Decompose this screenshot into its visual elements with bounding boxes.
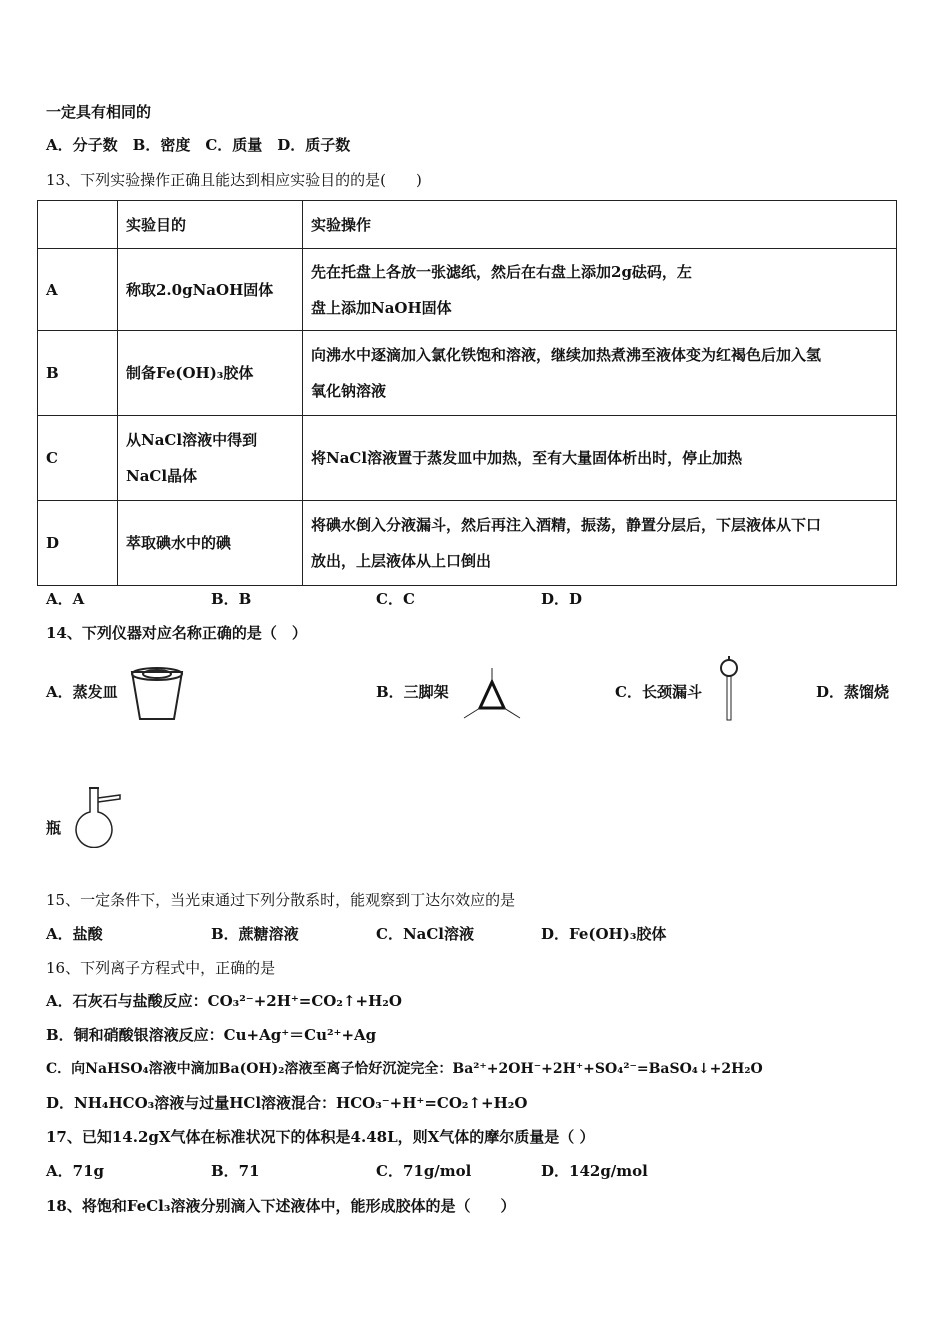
q14-option-tail: 瓶 (46, 819, 62, 837)
row-op (303, 331, 897, 416)
q18-stem: 18、将饱和FeCl₃溶液分别滴入下述液体中，能形成胶体的是（ ） (46, 1197, 516, 1215)
header-cell: 实验操作 (303, 201, 897, 249)
row-op (303, 249, 897, 331)
q17-option: A．71g (46, 1162, 105, 1180)
q14-option: D．蒸馏烧 (816, 683, 890, 701)
q17-option: D．142g/mol (541, 1162, 648, 1180)
distilling-flask-icon (64, 784, 124, 848)
row-label: B (38, 331, 118, 416)
row-goal: 制备Fe(OH)₃胶体 (118, 331, 303, 416)
q15-option: C．NaCl溶液 (376, 925, 475, 943)
row-op: 将NaCl溶液置于蒸发皿中加热，至有大量固体析出时，停止加热 (303, 416, 897, 501)
q14-stem: 14、下列仪器对应名称正确的是（ ） (46, 624, 307, 642)
crucible-icon (126, 664, 188, 724)
op-line: 先在托盘上各放一张滤纸，然后在右盘上添加2g砝码，左 (311, 262, 692, 281)
clay-triangle-icon (462, 668, 522, 720)
funnel-icon (716, 654, 742, 722)
q12-stem-tail: 一定具有相同的 (46, 103, 152, 121)
row-label: C (38, 416, 118, 501)
q17-stem: 17、已知14.2gX气体在标准状况下的体积是4.48L，则X气体的摩尔质量是（ ） (46, 1128, 595, 1146)
op-line: 放出，上层液体从上口倒出 (311, 552, 492, 570)
row-goal: 称取2.0gNaOH固体 (118, 249, 303, 331)
row-goal: 萃取碘水中的碘 (118, 501, 303, 586)
row-label: D (38, 501, 118, 586)
table-header-row (38, 201, 897, 249)
op-line: 盘上添加NaOH固体 (311, 298, 452, 317)
goal-line: NaCl晶体 (126, 467, 198, 485)
op-line: 向沸水中逐滴加入氯化铁饱和溶液，继续加热煮沸至液体变为红褐色后加入氢 (311, 346, 822, 364)
q13-stem: 13、下列实验操作正确且能达到相应实验目的的是( ) (46, 171, 422, 189)
q16-stem: 16、下列离子方程式中，正确的是 (46, 959, 276, 977)
q16-option: C．向NaHSO₄溶液中滴加Ba(OH)₂溶液至离子恰好沉淀完全：Ba²⁺+2OH⁻+2H⁺+SO₄²⁻=BaSO₄↓+2H₂O (46, 1061, 763, 1077)
goal-line: 从NaCl溶液中得到 (126, 431, 258, 449)
q16-option: A．石灰石与盐酸反应：CO₃²⁻+2H⁺=CO₂↑+H₂O (46, 992, 402, 1010)
q13-option: B．B (211, 590, 252, 608)
row-label: A (38, 249, 118, 331)
row-op (303, 501, 897, 586)
q13-option: A．A (46, 590, 85, 608)
table-row (38, 416, 897, 501)
row-goal (118, 416, 303, 501)
q15-stem: 15、一定条件下，当光束通过下列分散系时，能观察到丁达尔效应的是 (46, 891, 516, 909)
q15-option: B．蔗糖溶液 (211, 925, 299, 943)
q14-option: C．长颈漏斗 (615, 683, 702, 701)
q17-option: B．71 (211, 1162, 260, 1180)
q17-option: C．71g/mol (376, 1162, 472, 1180)
table-row (38, 501, 897, 586)
q12-options: A．分子数 B．密度 C．质量 D．质子数 (46, 136, 351, 154)
q13-option: C．C (376, 590, 415, 608)
q15-option: D．Fe(OH)₃胶体 (541, 925, 667, 943)
q16-option: B．铜和硝酸银溶液反应：Cu+Ag⁺＝Cu²⁺+Ag (46, 1026, 377, 1044)
table-row (38, 331, 897, 416)
table-row (38, 249, 897, 331)
q13-option: D．D (541, 590, 583, 608)
q14-option: B．三脚架 (376, 683, 449, 701)
q14-option: A．蒸发皿 (46, 683, 118, 701)
q15-option: A．盐酸 (46, 925, 103, 943)
op-line: 将碘水倒入分液漏斗，然后再注入酒精，振荡，静置分层后，下层液体从下口 (311, 516, 822, 534)
op-line: 氧化钠溶液 (311, 382, 387, 400)
q13-table (37, 200, 897, 586)
header-cell: 实验目的 (118, 201, 303, 249)
header-cell (38, 201, 118, 249)
q16-option: D．NH₄HCO₃溶液与过量HCl溶液混合：HCO₃⁻+H⁺=CO₂↑+H₂O (46, 1094, 528, 1112)
